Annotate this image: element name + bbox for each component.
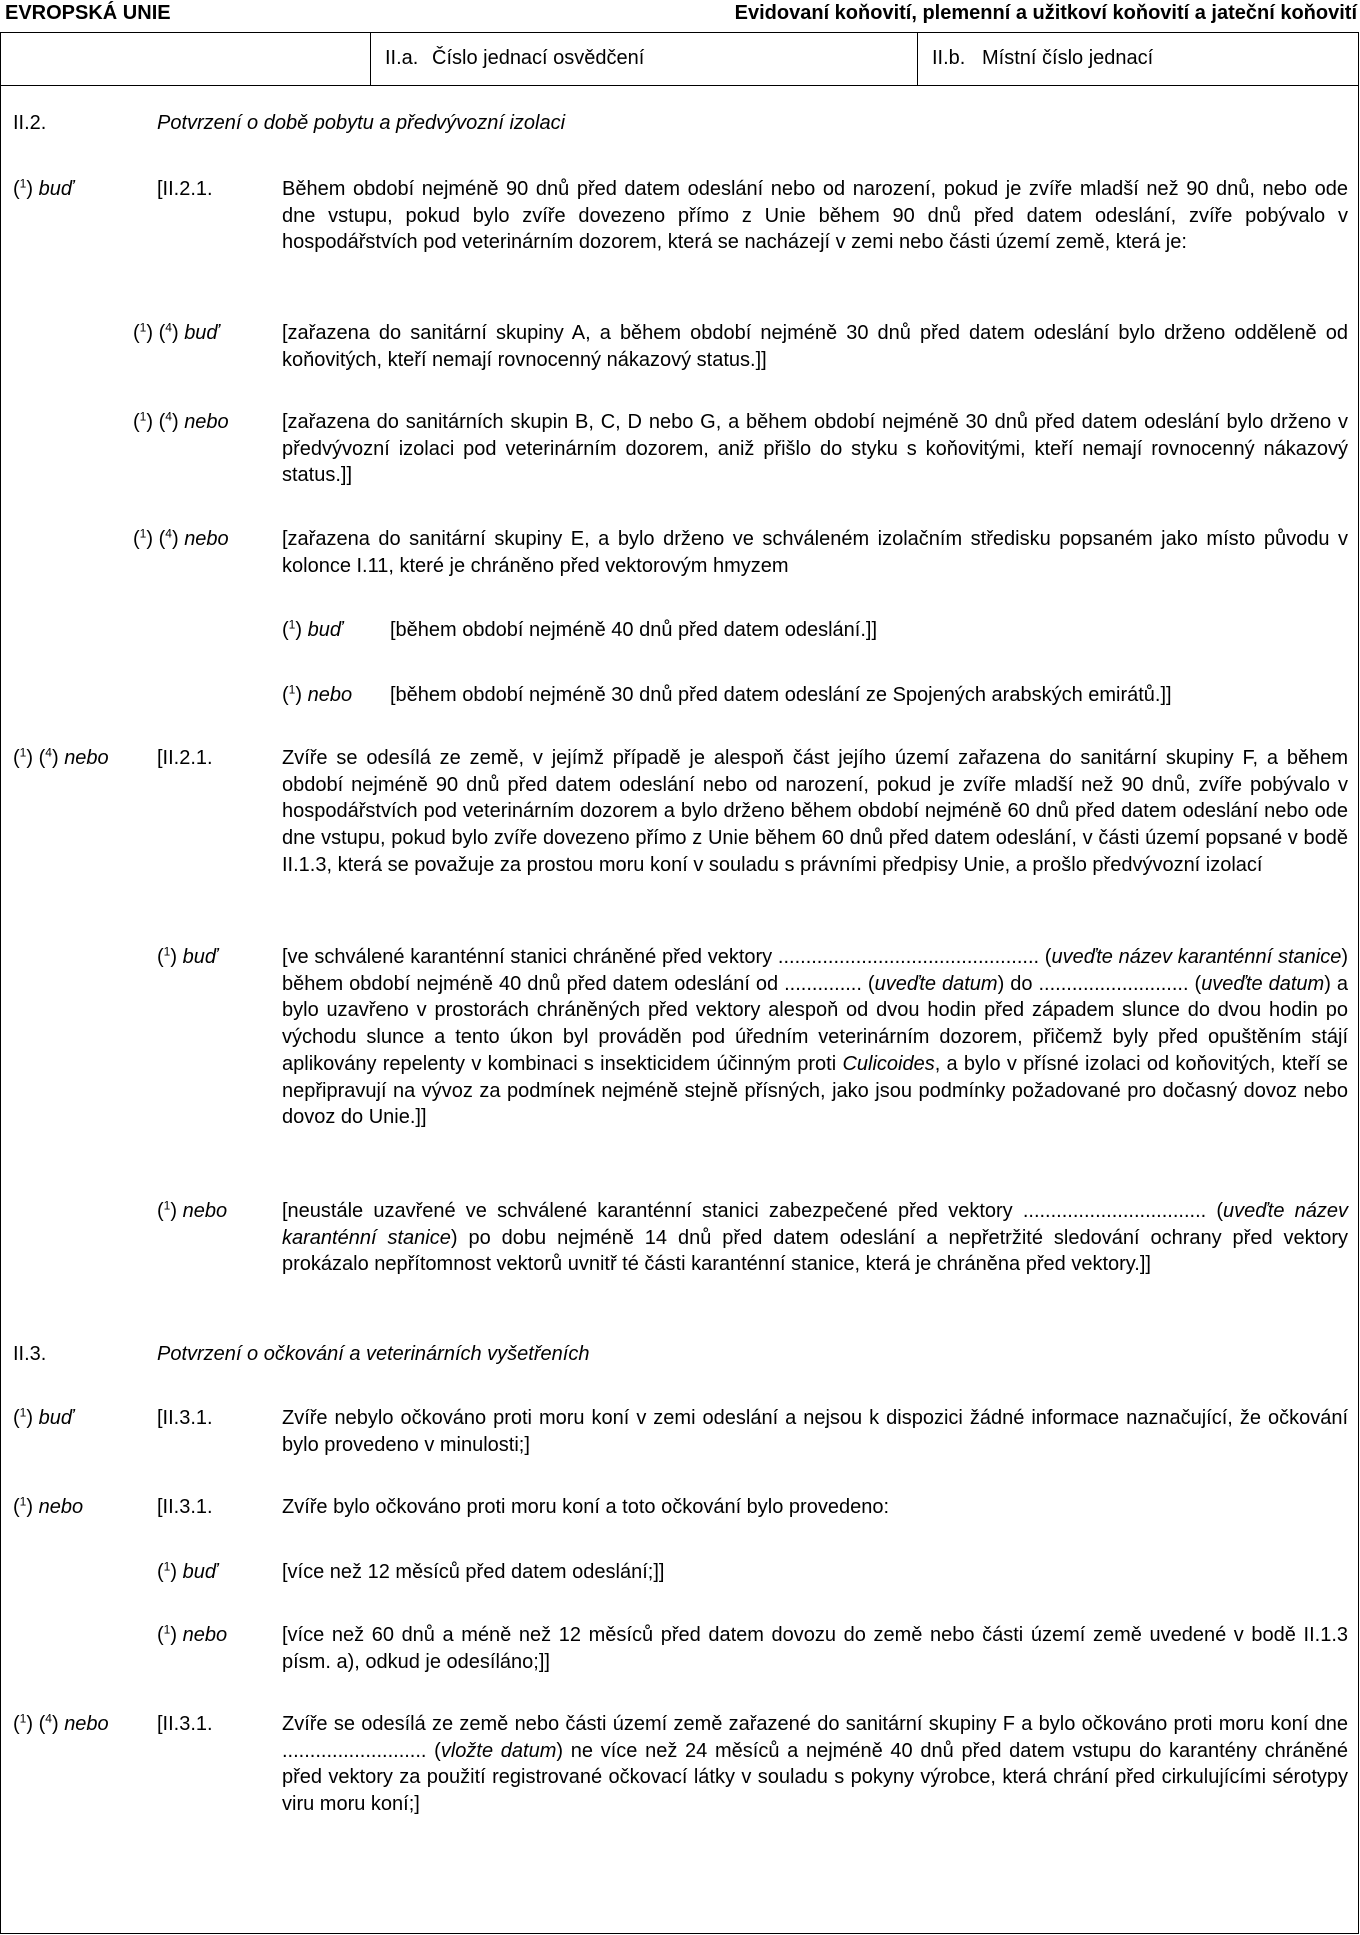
header-certificate-title: Evidovaní koňovití, plemenní a užitkoví koňovití a jateční koňovití [734, 2, 1357, 24]
clause-text: Zvíře nebylo očkováno proti moru koní v zemi odeslání a nejsou k dispozici žádné informace naznačující, že očkování bylo provedeno v minulosti;] [282, 1407, 1348, 1456]
option-marker: ($^1$) ($^4$) nebo [133, 526, 229, 550]
option-marker: ($^1$) ($^4$) nebo [13, 1711, 109, 1735]
option-marker: ($^1$) buď [157, 1559, 218, 1583]
option-marker: ($^1$) buď [13, 176, 74, 200]
clause-reference: [II.2.1. [157, 178, 213, 200]
option-marker: ($^1$) ($^4$) nebo [133, 409, 229, 433]
option-marker: ($^1$) buď [157, 944, 218, 968]
reference-number-code: II.a. [385, 47, 419, 69]
section-number: II.2. [13, 112, 47, 134]
clause-reference: [II.2.1. [157, 747, 213, 769]
clause-text: [během období nejméně 30 dnů před datem odeslání ze Spojených arabských emirátů.]] [390, 684, 1172, 706]
option-marker: ($^1$) ($^4$) buď [133, 320, 219, 344]
clause-reference: [II.3.1. [157, 1407, 213, 1429]
clause-text: [neustále uzavřené ve schválené karanténní stanici zabezpečené před vektory ................................. (uveďte název karanténní stanice) po dobu nejméně 14 dnů před datem odeslání a nepřetržité sledování ochrany před vektory prokázalo nepřítomnost vektorů uvnitř té části karanténní stanice, která je chráněna před vektory.]] [282, 1200, 1349, 1276]
clause-text: [více než 12 měsíců před datem odeslání;]] [282, 1561, 665, 1583]
clause-text: [ve schválené karanténní stanici chráněné před vektory ............................................... (uveďte název karanténní stanice) během období nejméně 40 dnů před datem odeslání od .............. (uveďte datum) do ........................... (uveďte datum) a bylo uzavřeno v prostorách chráněných před vektory alespoň od dvou hodin před západem slunce do dvou hodin po východu slunce a tento úkon byl prováděn pod úředním veterinárním dozorem, přičemž byly před opuštěním stájí aplikovány repelenty v kombinaci s insekticidem účinným proti Culicoides, a bylo v přísné izolaci od koňovitých, kteří se nepřipravují na vývoz za podmínek nejméně stejně přísných, jako jsou podmínky požadované pro dočasný dovoz nebo dovoz do Unie.]] [282, 946, 1349, 1129]
clause-text: [zařazena do sanitárních skupin B, C, D nebo G, a během období nejméně 30 dnů před datem odeslání bylo drženo v předvývozní izolaci pod veterinárním dozorem, aniž přišlo do styku s koňovitými, kteří nemají rovnocenný nákazový status.]] [282, 411, 1348, 487]
section-title: Potvrzení o očkování a veterinárních vyšetřeních [157, 1343, 590, 1365]
clause-text: Zvíře se odesílá ze země, v jejímž případě je alespoň část jejího území zařazena do sanitární skupiny F, a během období nejméně 90 dnů před datem odeslání nebo od narození, pokud je zvíře mladší než 90 dnů, zvíře pobývalo v hospodářstvích pod veterinárním dozorem a bylo drženo během období nejméně 60 dnů před datem odeslání nebo ode dne vstupu, pokud bylo zvíře dovezeno přímo z Unie během 60 dnů před datem odeslání, v části území popsané v bodě II.1.3, která se považuje za prostou moru koní v souladu s právními předpisy Unie, a prošlo předvývozní izolací [282, 747, 1348, 876]
clause-reference: [II.3.1. [157, 1496, 213, 1518]
option-marker: ($^1$) nebo [157, 1198, 228, 1222]
clause-reference: [II.3.1. [157, 1713, 213, 1735]
clause-text: [během období nejméně 40 dnů před datem odeslání.]] [390, 619, 878, 641]
option-marker: ($^1$) nebo [157, 1622, 228, 1646]
section-title: Potvrzení o době pobytu a předvývozní izolaci [157, 112, 566, 134]
clause-text: [zařazena do sanitární skupiny E, a bylo drženo ve schváleném izolačním středisku popsaném jako místo původu v kolonce I.11, které je chráněno před vektorovým hmyzem [282, 528, 1348, 577]
reference-number-label: Číslo jednací osvědčení [432, 47, 645, 69]
local-reference-code: II.b. [932, 47, 966, 69]
option-marker: ($^1$) ($^4$) nebo [13, 745, 109, 769]
option-marker: ($^1$) buď [282, 617, 343, 641]
local-reference-label: Místní číslo jednací [982, 47, 1154, 69]
option-marker: ($^1$) nebo [282, 682, 353, 706]
clause-text: Zvíře bylo očkováno proti moru koní a toto očkování bylo provedeno: [282, 1496, 890, 1518]
header-region-label: EVROPSKÁ UNIE [5, 2, 171, 24]
clause-text: [zařazena do sanitární skupiny A, a během období nejméně 30 dnů před datem odeslání bylo drženo odděleně od koňovitých, kteří nemají rovnocenný nákazový status.]] [282, 322, 1348, 371]
clause-text: Během období nejméně 90 dnů před datem odeslání nebo od narození, pokud je zvíře mladší než 90 dnů, nebo ode dne vstupu, pokud bylo zvíře dovezeno přímo z Unie během 90 dnů před datem odeslání, zvíře pobývalo v hospodářstvích pod veterinárním dozorem, která se nacházejí v zemi nebo části území země, která je: [282, 178, 1348, 254]
clause-text: [více než 60 dnů a méně než 12 měsíců před datem dovozu do země nebo části území země uvedené v bodě II.1.3 písm. a), odkud je odesíláno;]] [282, 1624, 1348, 1673]
option-marker: ($^1$) buď [13, 1405, 74, 1429]
option-marker: ($^1$) nebo [13, 1494, 84, 1518]
section-number: II.3. [13, 1343, 47, 1365]
clause-text: Zvíře se odesílá ze země nebo části území země zařazené do sanitární skupiny F a bylo očkováno proti moru koní dne .......................... (vložte datum) ne více než 24 měsíců a nejméně 40 dnů před datem vstupu do karantény chráněné před vektory za použití registrované očkovací látky v souladu s pokyny výrobce, která chrání před cirkulujícími sérotypy viru moru koní;] [282, 1713, 1348, 1816]
